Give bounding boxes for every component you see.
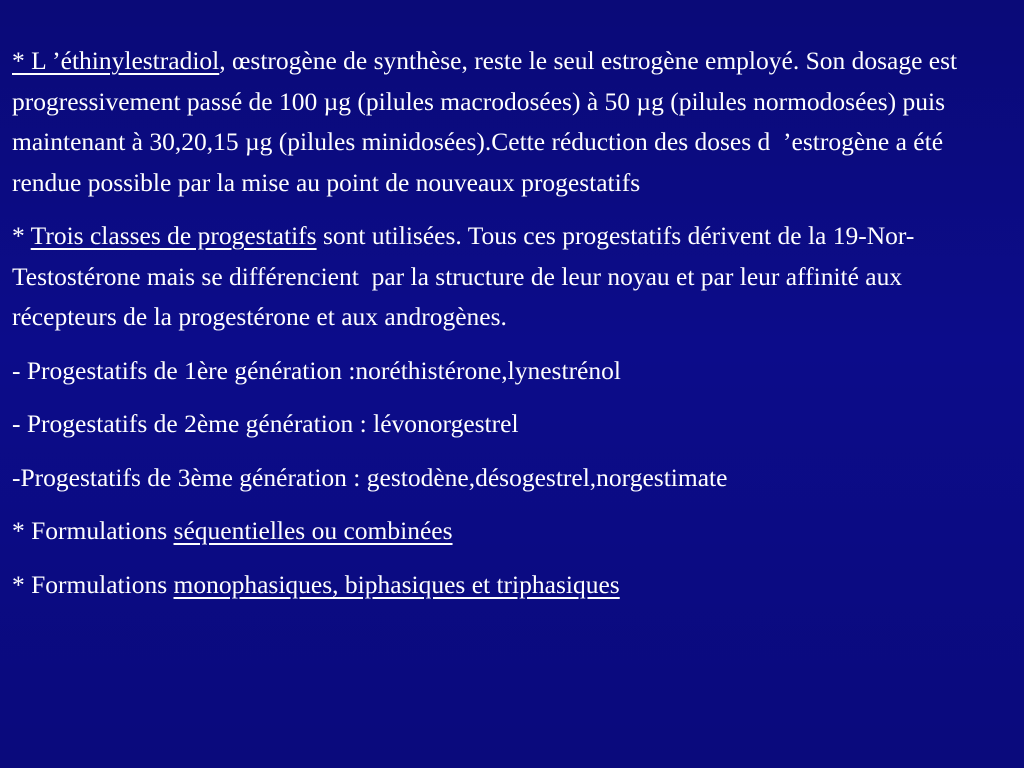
formulations-prefix-2: * Formulations	[12, 569, 174, 599]
sequentielles-link[interactable]: séquentielles ou combinées	[173, 516, 453, 545]
phasiques-link[interactable]: monophasiques, biphasiques et triphasiques	[173, 569, 620, 599]
paragraph-generation-3: -Progestatifs de 3ème génération : gestodène,désogestrel,norgestimate	[12, 462, 728, 492]
classes-prefix: *	[12, 221, 31, 250]
trois-classes-link[interactable]: Trois classes de progestatifs	[30, 221, 317, 250]
paragraph-generation-1: - Progestatifs de 1ère génération :noréthistérone,lynestrénol	[12, 355, 621, 385]
classes-text: sont utilisées. Tous ces progestatifs dérivent de la 19-Nor-Testostérone mais se différencient par la structure de leur noyau et par leur affinité aux récepteurs de la progestérone et aux androgènes.	[12, 221, 915, 331]
paragraph-formulations-phasiques	[12, 565, 1012, 606]
paragraph-progestatifs-classes	[12, 216, 1012, 338]
paragraph-ethinylestradiol	[12, 41, 1012, 203]
paragraph-generation-2: - Progestatifs de 2ème génération : lévonorgestrel	[12, 409, 519, 438]
ethinylestradiol-link[interactable]: * L ’éthinylestradiol	[12, 46, 220, 75]
formulations-prefix: * Formulations	[12, 516, 174, 545]
paragraph-formulations-sequentielles	[12, 511, 1012, 552]
ethinylestradiol-text: , œstrogène de synthèse, reste le seul estrogène employé. Son dosage est progressivement passé de 100 µg (pilules macrodosées) à 50 µg (pilules normodosées) puis maintenant à 30,20,15 µg (pilules minidosées).Cette réduction des doses d ’estrogène a été rendue possible par la mise au point de nouveaux progestatifs	[12, 46, 958, 197]
